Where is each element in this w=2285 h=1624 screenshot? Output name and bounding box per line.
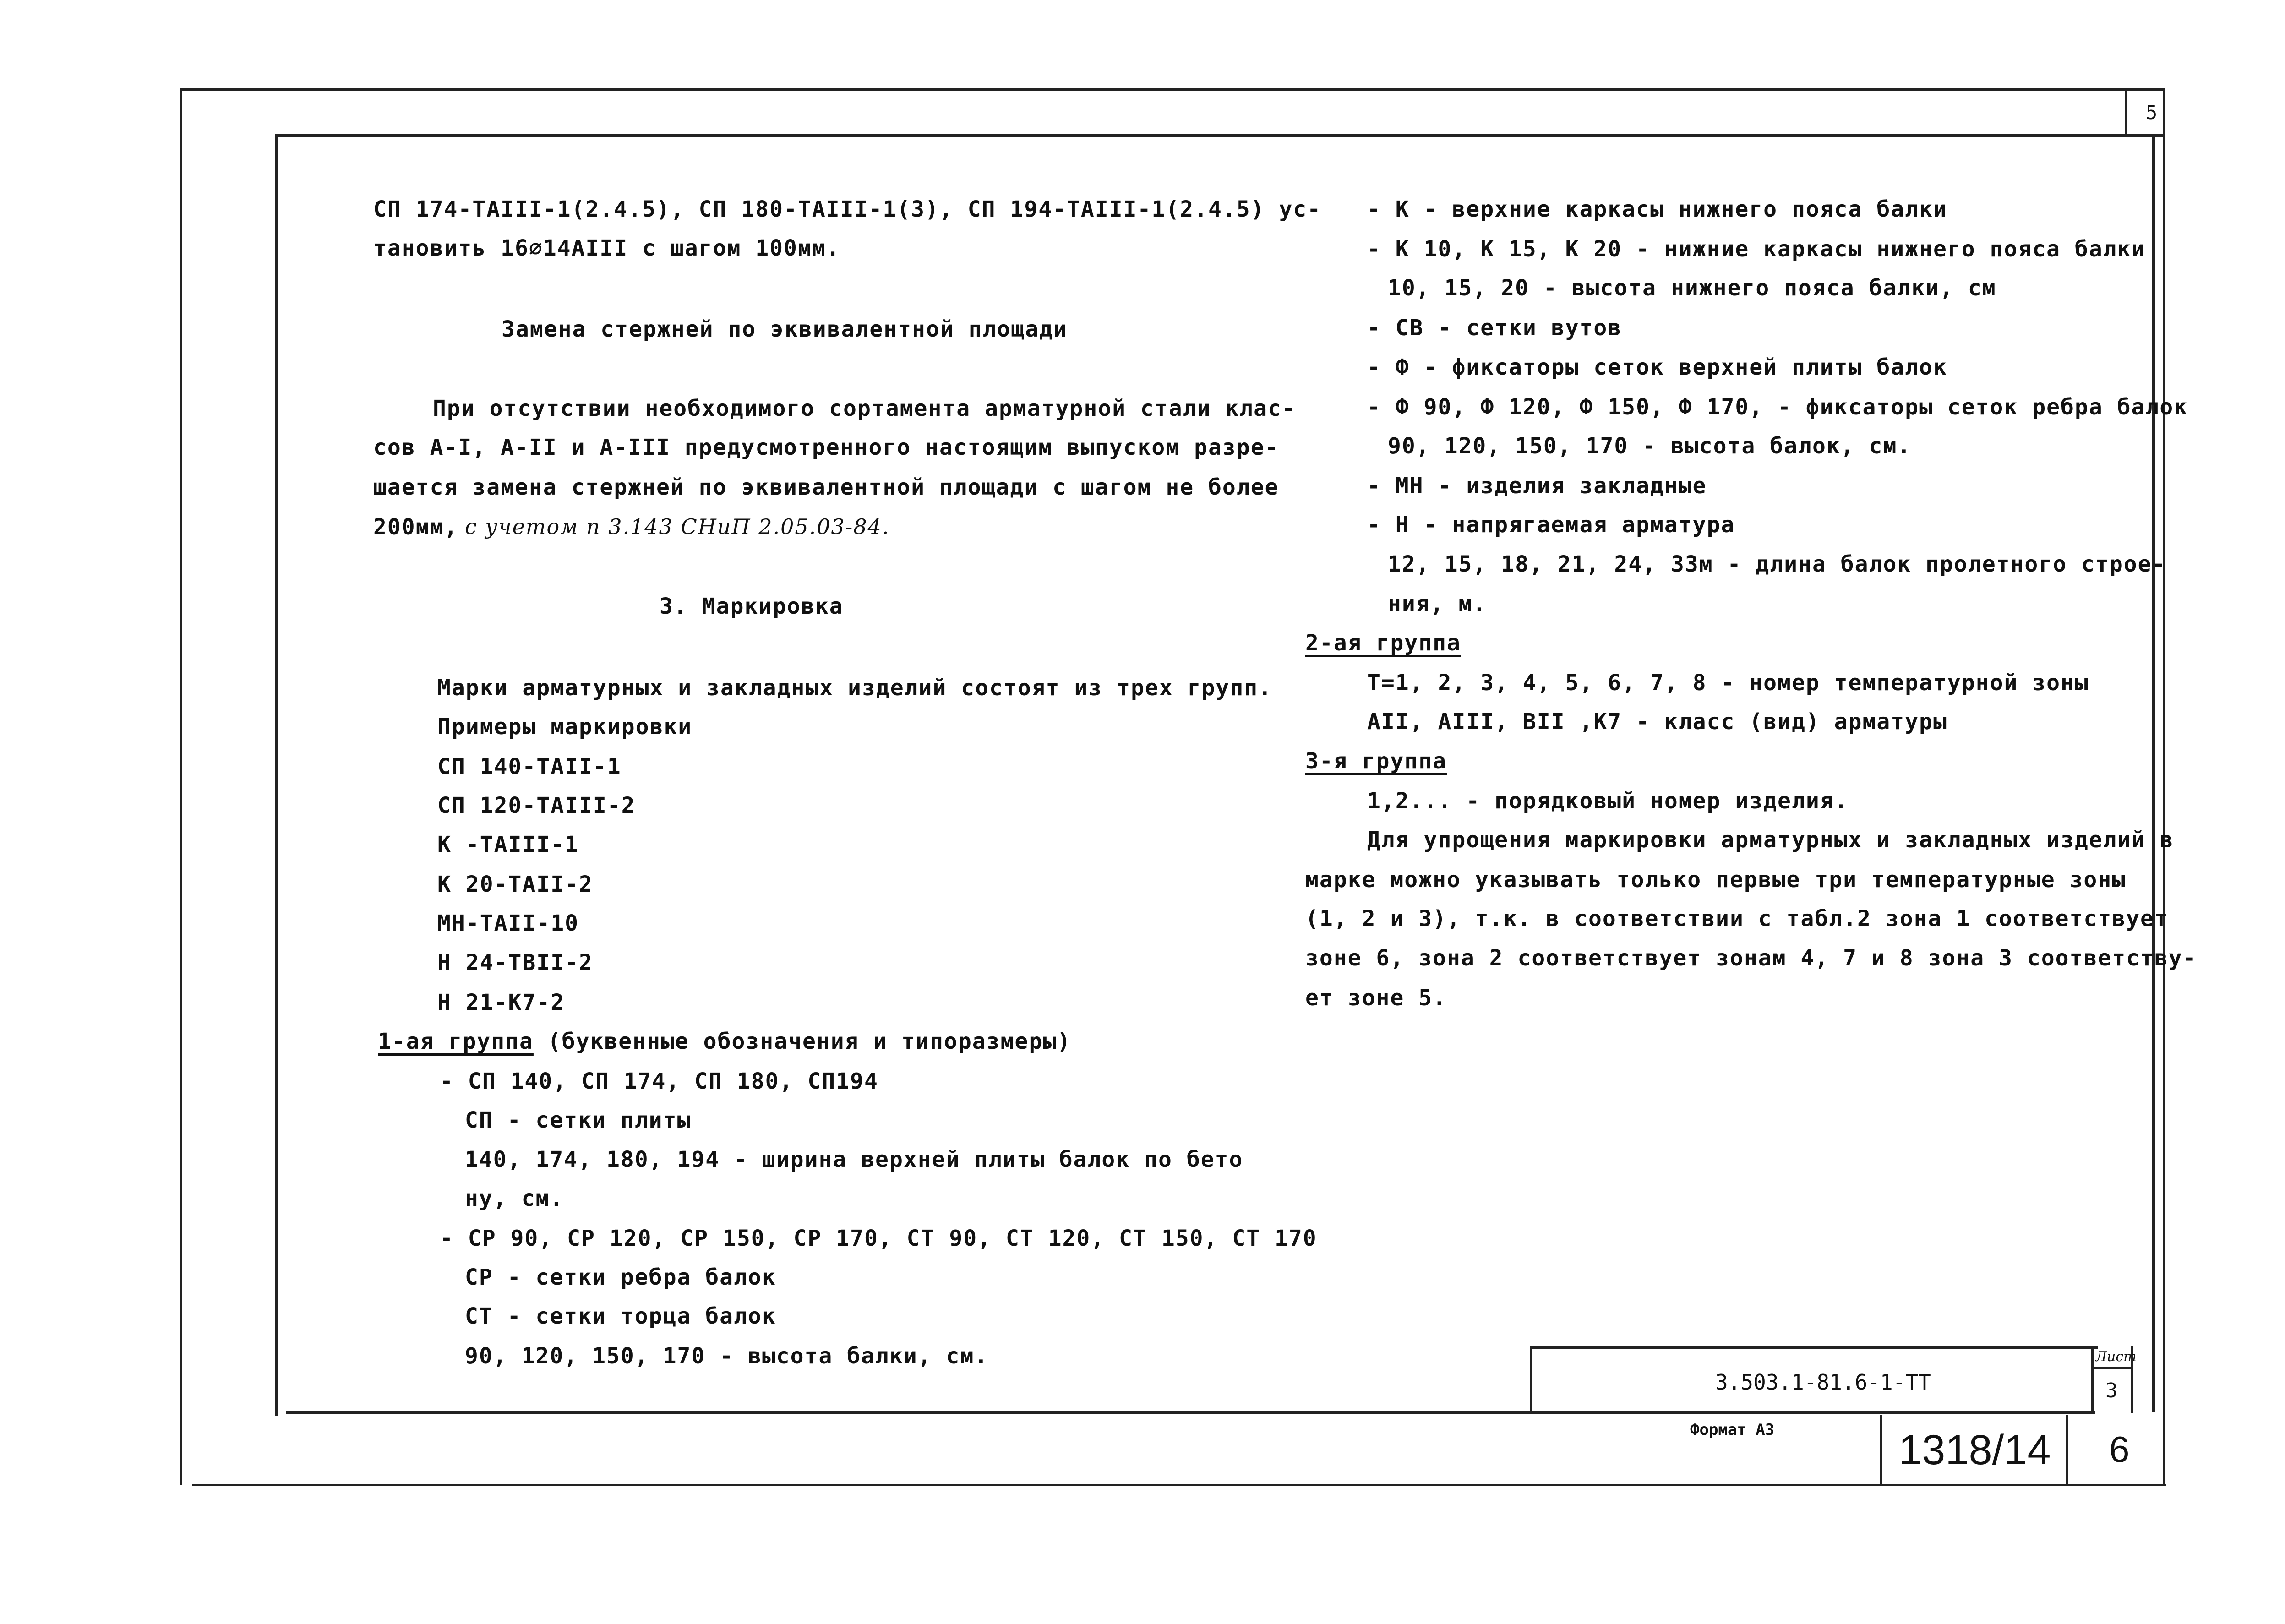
inner-frame-top [275, 134, 2164, 137]
archive-sheet: 6 [2109, 1429, 2130, 1470]
outer-frame-right [2163, 88, 2165, 1486]
outer-frame-bottom [192, 1484, 2166, 1486]
example-2: СП 120-ТАIII-2 [437, 793, 636, 818]
right-line-6: - Ф 90, Ф 120, Ф 150, Ф 170, - фиксаторы сеток ребра балок [1367, 394, 2188, 420]
group-3-paragraph-line-2: марке можно указывать только первые три температурные зоны [1305, 867, 2127, 893]
example-3: К -ТАIII-1 [437, 832, 579, 857]
title-block-divider [2091, 1346, 2094, 1413]
group-2-line-2: АII, АIII, ВII ,К7 - класс (вид) арматуры [1367, 709, 1947, 735]
archive-box-left [1880, 1415, 1882, 1484]
group-1-line-4: ну, см. [465, 1186, 564, 1211]
paragraph-line-3: шается замена стержней по эквивалентной площади с шагом не более [373, 474, 1279, 500]
intro-line-2: тановить 16⌀14АIII с шагом 100мм. [373, 235, 840, 261]
right-line-4: - СВ - сетки вутов [1367, 315, 1622, 341]
heading-replacement: Замена стержней по эквивалентной площади [502, 316, 1068, 342]
paragraph-line-1: При отсутствии необходимого сортамента арматурной стали клас- [433, 396, 1296, 421]
right-line-5: - Ф - фиксаторы сеток верхней плиты балок [1367, 354, 1947, 380]
right-line-2: - К 10, К 15, К 20 - нижние каркасы нижнего пояса балки [1367, 236, 2146, 262]
group-3-line-1: 1,2... - порядковый номер изделия. [1367, 788, 1849, 814]
group-1-line-1: - СП 140, СП 174, СП 180, СП194 [440, 1068, 878, 1094]
inner-frame-left [275, 134, 278, 1416]
group-2-label: 2-ая группа [1305, 630, 1461, 656]
group-1-line-8: 90, 120, 150, 170 - высота балки, см. [465, 1343, 989, 1369]
group-3-paragraph-line-5: ет зоне 5. [1305, 985, 1447, 1011]
group-3-paragraph-line-4: зоне 6, зона 2 соответствует зонам 4, 7 и 8 зона 3 соответству- [1305, 945, 2197, 971]
example-5: МН-ТАII-10 [437, 910, 579, 936]
example-4: К 20-ТАII-2 [437, 872, 593, 897]
paragraph-line-2: сов А-I, А-II и А-III предусмотренного настоящим выпуском разре- [373, 435, 1279, 460]
sheet-cell-divider [2091, 1367, 2132, 1369]
group-1-line-6: СР - сетки ребра балок [465, 1264, 776, 1290]
designation-code: 3.503.1-81.6-1-ТТ [1715, 1370, 1931, 1395]
paragraph-line-4b-handwritten: с учетом п 3.143 СНиП 2.05.03-84. [465, 514, 890, 539]
example-1: СП 140-ТАII-1 [437, 754, 622, 779]
examples-title: Примеры маркировки [437, 714, 693, 740]
group-1-label: 1-ая группа [378, 1029, 534, 1054]
example-7: Н 21-К7-2 [437, 990, 565, 1015]
right-line-7: 90, 120, 150, 170 - высота балок, см. [1388, 433, 1912, 459]
intro-line-1: СП 174-ТАIII-1(2.4.5), СП 180-ТАIII-1(3), СП 194-ТАIII-1(2.4.5) ус- [373, 196, 1322, 222]
group-1-line-3: 140, 174, 180, 194 - ширина верхней плиты балок по бето [465, 1147, 1243, 1172]
group-1-description: (буквенные обозначения и типоразмеры) [533, 1029, 1072, 1054]
marks-intro: Марки арматурных и закладных изделий состоят из трех групп. [437, 675, 1273, 701]
sheet-number: 3 [2105, 1379, 2118, 1402]
outer-frame-top [181, 88, 2164, 91]
corner-number: 5 [2146, 101, 2159, 124]
format-label: Формат А3 [1690, 1421, 1775, 1439]
group-2-line-1: Т=1, 2, 3, 4, 5, 6, 7, 8 - номер температурной зоны [1367, 670, 2089, 696]
inner-frame-right [2152, 134, 2155, 1412]
archive-box-mid [2066, 1415, 2068, 1484]
paragraph-line-4a: 200мм, [373, 514, 458, 540]
group-1-line-5: - СР 90, СР 120, СР 150, СР 170, СТ 90, СТ 120, СТ 150, СТ 170 [440, 1226, 1317, 1251]
right-line-8: - МН - изделия закладные [1367, 473, 1707, 499]
title-block-left [1530, 1346, 1532, 1413]
group-3-paragraph-line-1: Для упрощения маркировки арматурных и закладных изделий в [1367, 827, 2174, 853]
right-line-11: ния, м. [1388, 591, 1487, 617]
inner-frame-bottom [286, 1411, 2095, 1414]
group-3-label: 3-я группа [1305, 748, 1447, 774]
group-3-paragraph-line-3: (1, 2 и 3), т.к. в соответствии с табл.2 зона 1 соответствует [1305, 906, 2169, 932]
right-line-1: - К - верхние каркасы нижнего пояса балки [1367, 196, 1947, 222]
right-line-3: 10, 15, 20 - высота нижнего пояса балки, см [1388, 275, 1996, 301]
archive-number: 1318/14 [1898, 1427, 2051, 1473]
group-1-line-7: СТ - сетки торца балок [465, 1303, 776, 1329]
right-line-10: 12, 15, 18, 21, 24, 33м - длина балок пролетного строе- [1388, 551, 2166, 577]
group-1-line-2: СП - сетки плиты [465, 1107, 692, 1133]
example-6: Н 24-ТВII-2 [437, 950, 593, 975]
sheet-label: Лист [2095, 1349, 2137, 1365]
title-block-top [1530, 1346, 2098, 1349]
outer-frame-left [180, 88, 182, 1485]
right-line-9: - Н - напрягаемая арматура [1367, 512, 1735, 538]
group-1-heading [378, 1030, 1071, 1052]
heading-marking: 3. Маркировка [660, 594, 844, 619]
corner-box-left [2125, 88, 2127, 136]
